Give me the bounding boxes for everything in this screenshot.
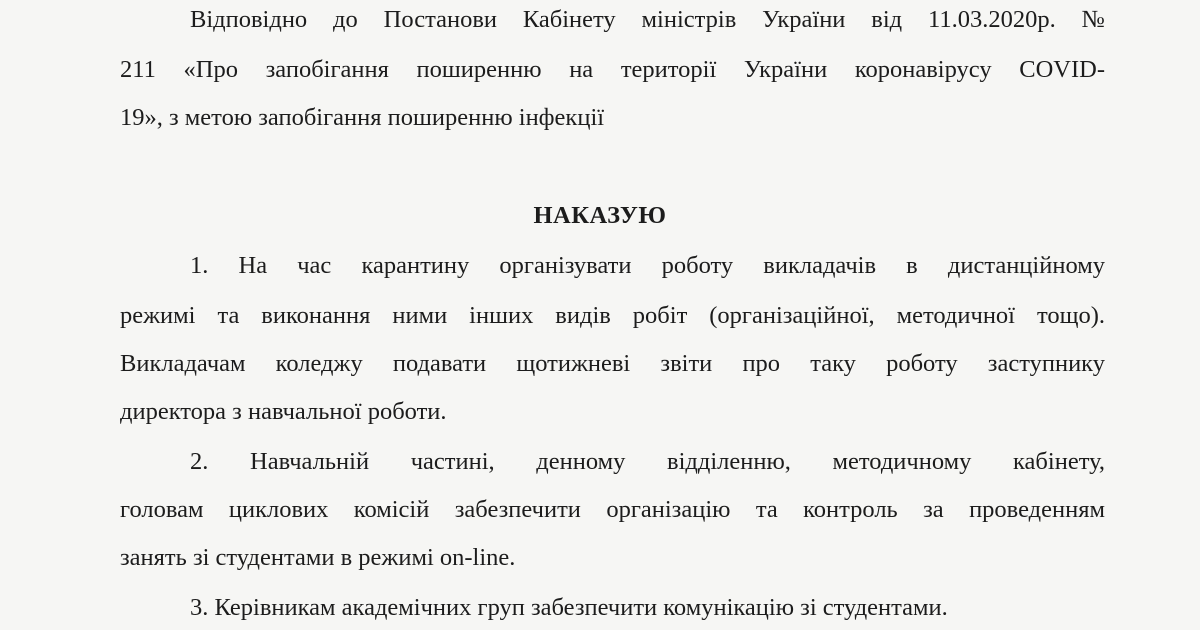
order-item-3: 3. Керівникам академічних груп забезпечити комунікацію зі студентами. bbox=[190, 594, 948, 621]
item-1-line-1: 1. На час карантину організувати роботу викладачів в дистанційному bbox=[190, 252, 1105, 279]
intro-line-2: 211 «Про запобігання поширенню на території України коронавірусу COVID- bbox=[120, 56, 1105, 83]
intro-line-3: 19», з метою запобігання поширенню інфекції bbox=[120, 104, 605, 131]
intro-line-1: Відповідно до Постанови Кабінету міністрів України від 11.03.2020р. № bbox=[190, 6, 1105, 33]
item-2-line-1: 2. Навчальній частині, денному відділенню, методичному кабінету, bbox=[190, 448, 1105, 475]
item-2-line-3: занять зі студентами в режимі on-line. bbox=[120, 544, 516, 571]
order-heading: НАКАЗУЮ bbox=[533, 202, 667, 229]
item-1-line-4: директора з навчальної роботи. bbox=[120, 398, 447, 425]
intro-paragraph-cont-1 bbox=[120, 58, 1105, 83]
item-2-line-2: головам циклових комісій забезпечити організацію та контроль за проведенням bbox=[120, 496, 1105, 523]
item-1-line-3: Викладачам коледжу подавати щотижневі звіти про таку роботу заступнику bbox=[120, 350, 1105, 377]
intro-paragraph bbox=[120, 8, 1105, 33]
item-1-cont-2 bbox=[120, 352, 1105, 377]
item-1-cont-1 bbox=[120, 304, 1105, 329]
item-1-line-2: режимі та виконання ними інших видів робіт (організаційної, методичної тощо). bbox=[120, 302, 1105, 329]
item-2-cont-1 bbox=[120, 498, 1105, 523]
order-item-2 bbox=[120, 450, 1105, 475]
order-item-1 bbox=[120, 254, 1105, 279]
